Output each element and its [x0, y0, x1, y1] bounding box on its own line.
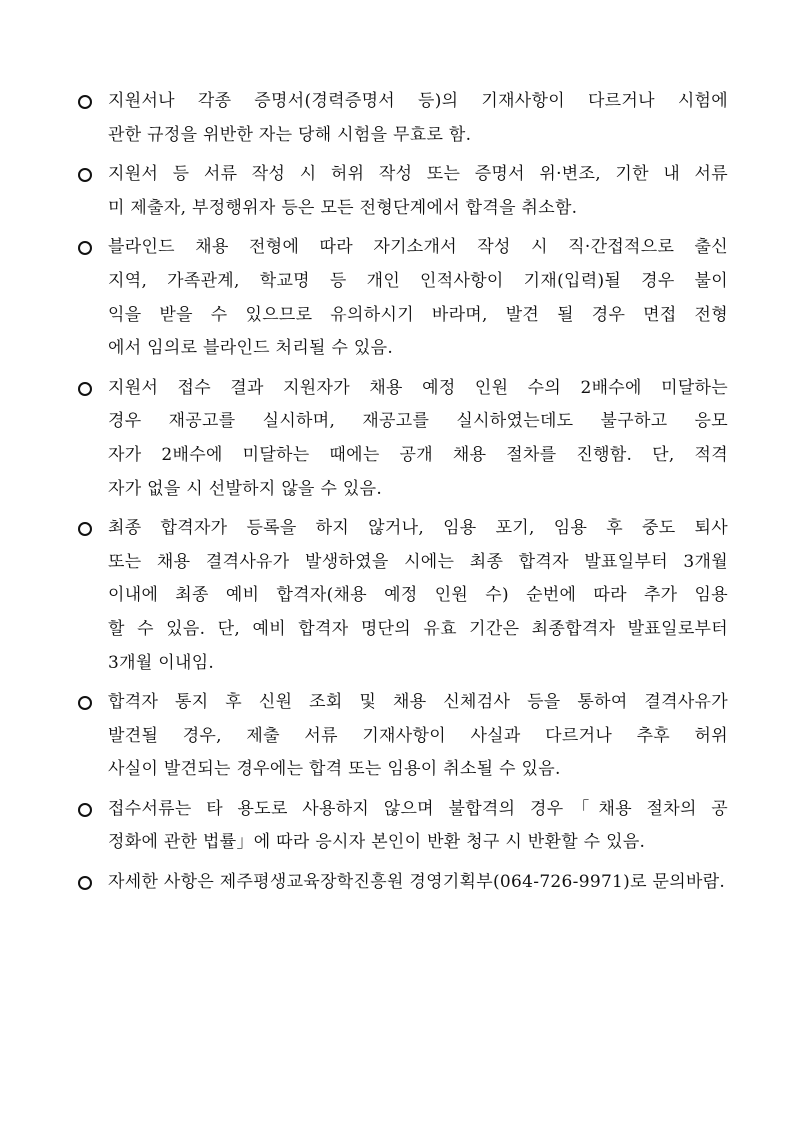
notice-item: [78, 866, 728, 900]
notice-item: [78, 793, 728, 860]
notice-line: 미 제출자, 부정행위자 등은 모든 전형단계에서 합격을 취소함.: [108, 197, 578, 218]
notice-line: 경우 재공고를 실시하며, 재공고를 실시하였는데도 불구하고 응모: [108, 411, 728, 432]
notice-list: [78, 85, 728, 900]
notice-item: [78, 158, 728, 225]
notice-line: 사실이 발견되는 경우에는 합격 또는 임용이 취소될 수 있음.: [108, 759, 561, 780]
notice-line: 자가 2배수에 미달하는 때에는 공개 채용 절차를 진행함. 단, 적격: [108, 444, 728, 465]
circle-bullet-icon: [78, 382, 92, 396]
circle-bullet-icon: [78, 803, 92, 817]
notice-line: 자가 없을 시 선발하지 않을 수 있음.: [108, 478, 383, 499]
circle-bullet-icon: [78, 241, 92, 255]
notice-line: 지원서 접수 결과 지원자가 채용 예정 인원 수의 2배수에 미달하는: [108, 377, 728, 398]
circle-bullet-icon: [78, 876, 92, 890]
notice-item: [78, 512, 728, 680]
notice-line: 익을 받을 수 있으므로 유의하시기 바라며, 발견 될 경우 면접 전형: [108, 304, 728, 325]
notice-item: [78, 686, 728, 787]
notice-line: 에서 임의로 블라인드 처리될 수 있음.: [108, 338, 394, 359]
notice-line: 지역, 가족관계, 학교명 등 개인 인적사항이 기재(입력)될 경우 불이: [108, 270, 728, 291]
notice-line: 합격자 통지 후 신원 조회 및 채용 신체검사 등을 통하여 결격사유가: [108, 692, 728, 713]
notice-line: 자세한 사항은 제주평생교육장학진흥원 경영기획부(064-726-9971)로 문의바람.: [108, 872, 726, 893]
notice-line: 최종 합격자가 등록을 하지 않거나, 임용 포기, 임용 후 중도 퇴사: [108, 518, 728, 539]
circle-bullet-icon: [78, 168, 92, 182]
notice-line: 정화에 관한 법률」에 따라 응시자 본인이 반환 청구 시 반환할 수 있음.: [108, 832, 646, 853]
notice-line: 관한 규정을 위반한 자는 당해 시험을 무효로 함.: [108, 124, 472, 145]
circle-bullet-icon: [78, 95, 92, 109]
notice-line: 3개월 이내임.: [108, 652, 215, 673]
notice-line: 할 수 있음. 단, 예비 합격자 명단의 유효 기간은 최종합격자 발표일로부터: [108, 618, 728, 639]
notice-line: 발견될 경우, 제출 서류 기재사항이 사실과 다르거나 추후 허위: [108, 725, 728, 746]
notice-line: 이내에 최종 예비 합격자(채용 예정 인원 수) 순번에 따라 추가 임용: [108, 585, 728, 606]
notice-line: 지원서 등 서류 작성 시 허위 작성 또는 증명서 위·변조, 기한 내 서류: [108, 164, 728, 185]
notice-item: [78, 85, 728, 152]
notice-line: 블라인드 채용 전형에 따라 자기소개서 작성 시 직·간접적으로 출신: [108, 237, 728, 258]
circle-bullet-icon: [78, 696, 92, 710]
notice-item: [78, 231, 728, 365]
notice-item: [78, 372, 728, 506]
notice-line: 지원서나 각종 증명서(경력증명서 등)의 기재사항이 다르거나 시험에: [108, 91, 728, 111]
circle-bullet-icon: [78, 522, 92, 536]
notice-line: 또는 채용 결격사유가 발생하였을 시에는 최종 합격자 발표일부터 3개월: [108, 551, 728, 572]
notice-line: 접수서류는 타 용도로 사용하지 않으며 불합격의 경우「채용 절차의 공: [108, 798, 728, 819]
